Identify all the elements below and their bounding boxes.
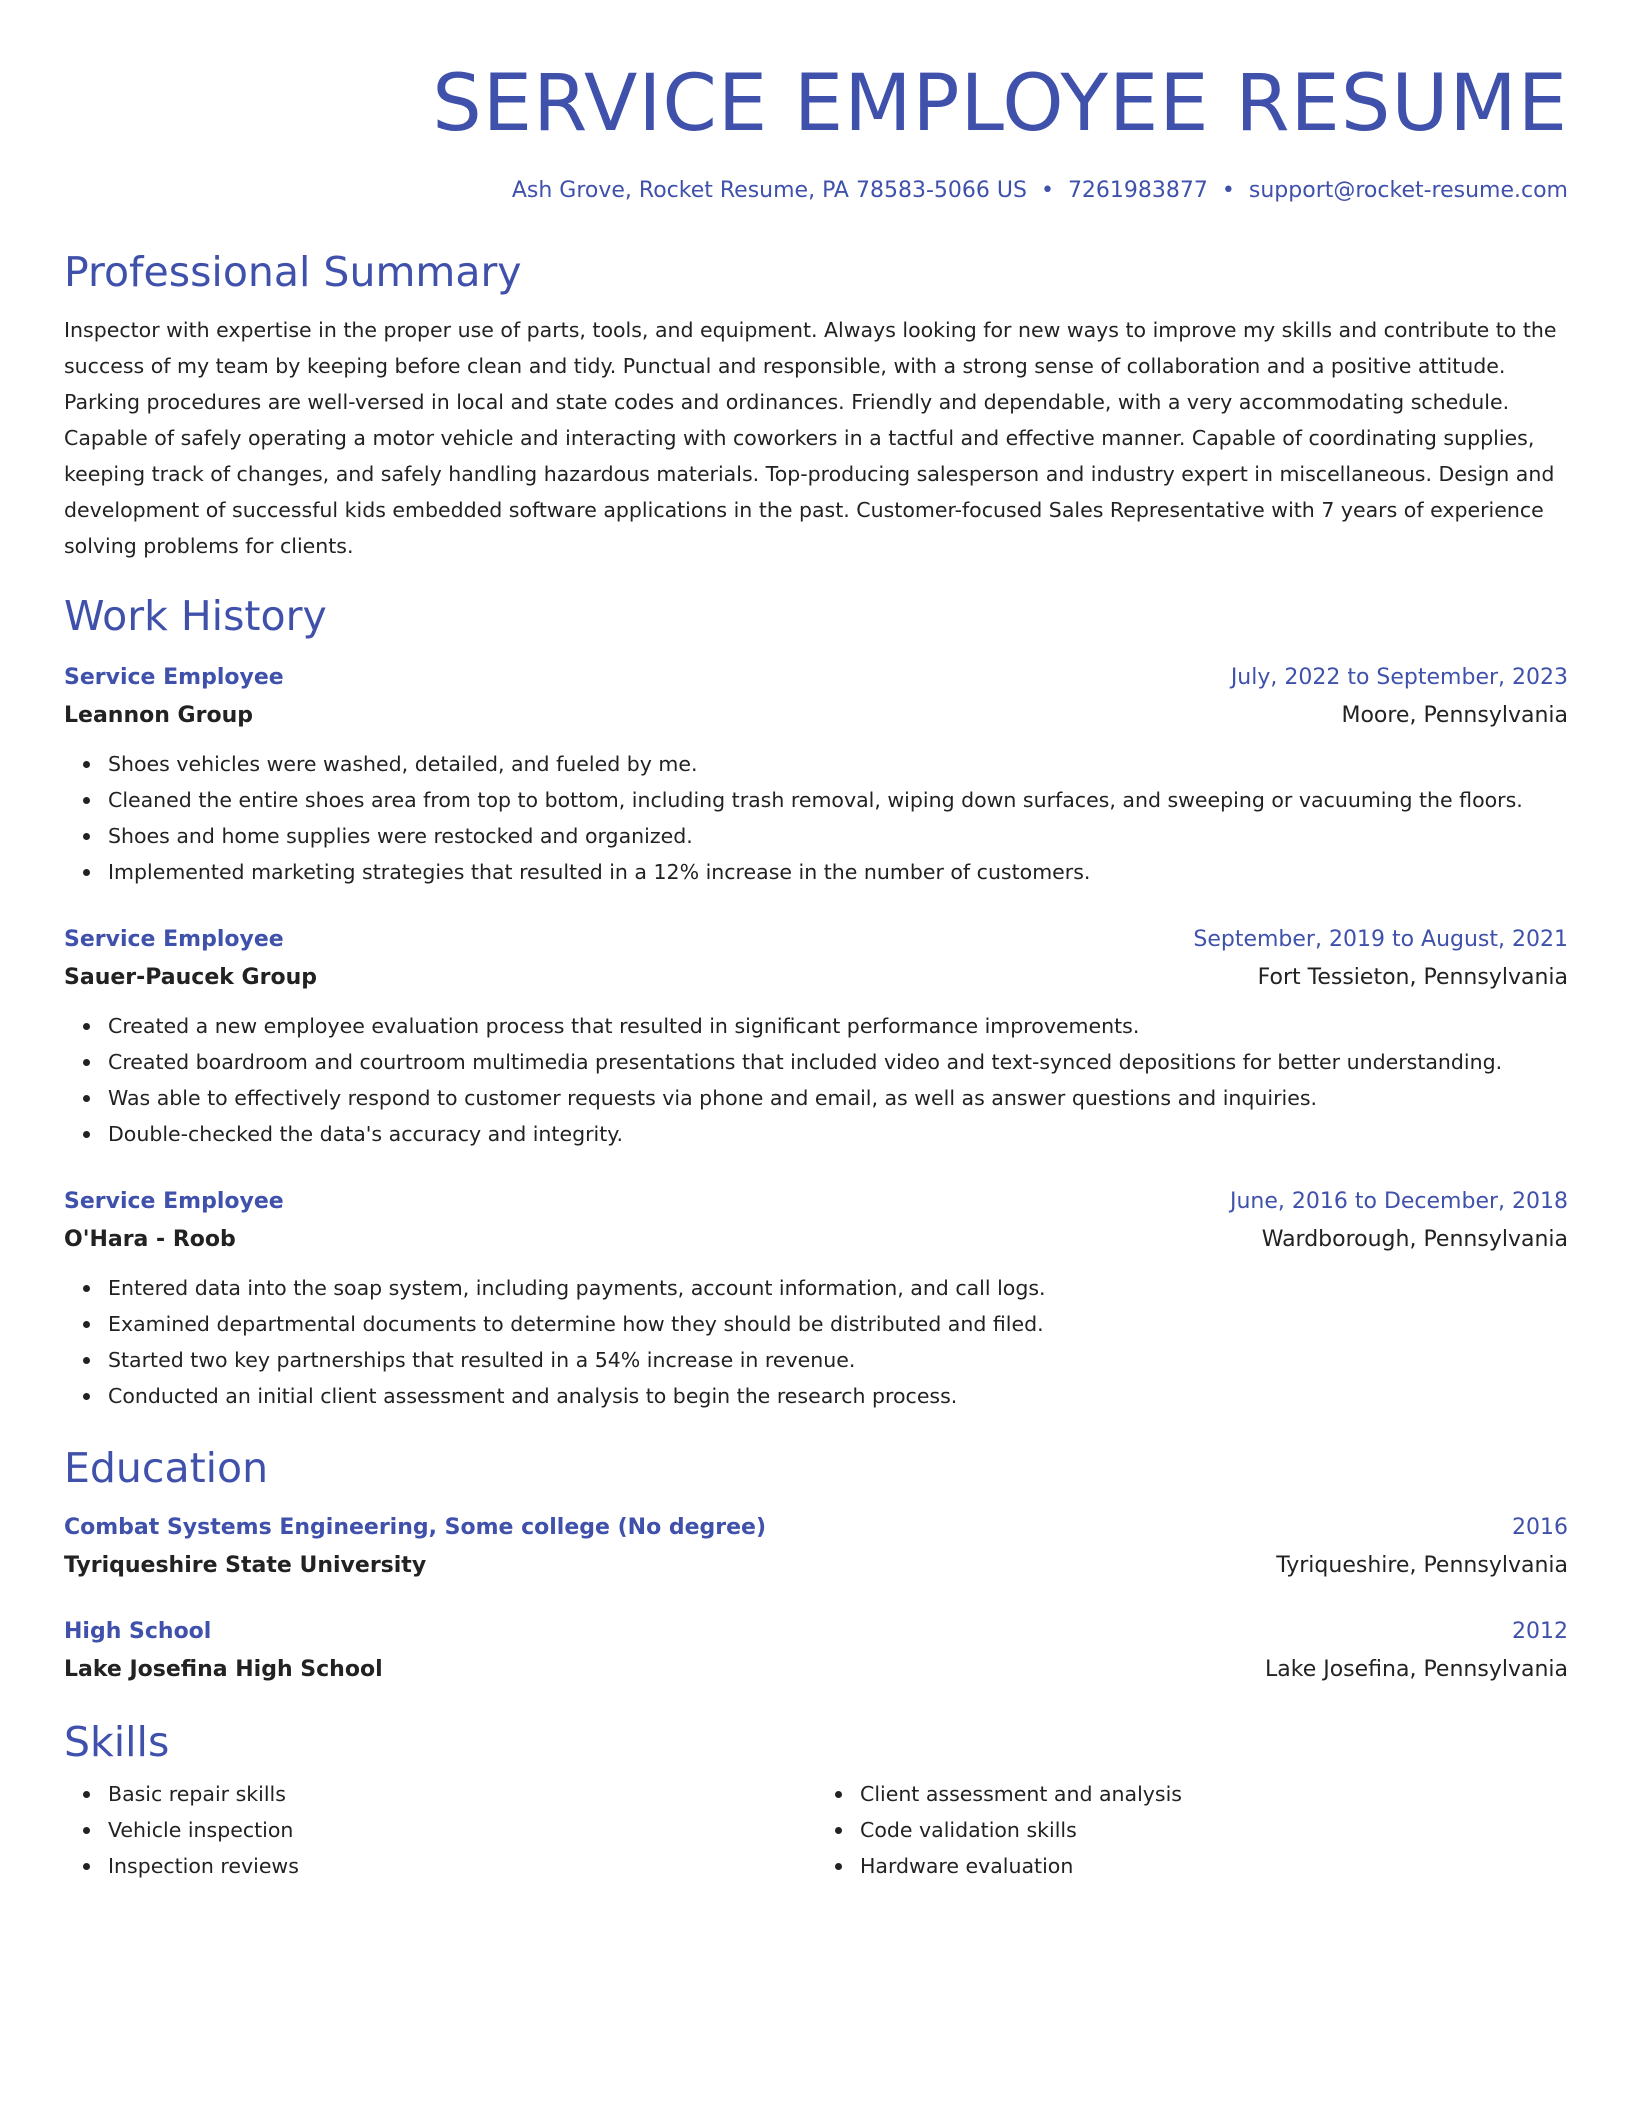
contact-address: Ash Grove, Rocket Resume, PA 78583-5066 US — [511, 178, 1027, 203]
job-dates: September, 2019 to August, 2021 — [1193, 927, 1568, 952]
work-history-heading: Work History — [64, 592, 327, 640]
job-bullets — [64, 1270, 1568, 1414]
list-item: Entered data into the soap system, including payments, account information, and call logs. — [108, 1270, 1568, 1306]
education-location: Tyriqueshire, Pennsylvania — [1276, 1553, 1568, 1578]
list-item: Conducted an initial client assessment and analysis to begin the research process. — [108, 1378, 1568, 1414]
education-degree: High School — [64, 1619, 212, 1644]
contact-separator: • — [1040, 178, 1054, 203]
list-item: Created boardroom and courtroom multimedia presentations that included video and text-synced depositions for better understanding. — [108, 1044, 1568, 1080]
contact-line — [64, 176, 1568, 206]
job-entry — [64, 1184, 1568, 1414]
resume-title: SERVICE EMPLOYEE RESUME — [432, 59, 1568, 149]
job-company: O'Hara - Roob — [64, 1227, 236, 1252]
education-entry — [64, 1614, 1568, 1690]
job-role: Service Employee — [64, 1189, 284, 1214]
education-year: 2016 — [1512, 1515, 1568, 1540]
education-school: Lake Josefina High School — [64, 1657, 383, 1682]
job-bullets — [64, 746, 1568, 890]
education-heading: Education — [64, 1444, 269, 1492]
summary-heading: Professional Summary — [64, 248, 522, 296]
list-item: Shoes vehicles were washed, detailed, and fueled by me. — [108, 746, 1568, 782]
list-item: Implemented marketing strategies that resulted in a 12% increase in the number of customers. — [108, 854, 1568, 890]
skills-list-left — [64, 1776, 816, 1884]
skill-item: Basic repair skills — [108, 1776, 816, 1812]
job-bullets — [64, 1008, 1568, 1152]
job-role: Service Employee — [64, 665, 284, 690]
list-item: Cleaned the entire shoes area from top to bottom, including trash removal, wiping down surfaces, and sweeping or vacuuming the floors. — [108, 782, 1568, 818]
job-entry — [64, 922, 1568, 1152]
job-location: Wardborough, Pennsylvania — [1261, 1227, 1568, 1252]
list-item: Started two key partnerships that resulted in a 54% increase in revenue. — [108, 1342, 1568, 1378]
summary-text: Inspector with expertise in the proper use of parts, tools, and equipment. Always looking for new ways to improve my skills and contribute to the success of my team by keeping before clean and tidy. Punctual and responsible, with a strong sense of collaboration and a positive attitude. Parking procedures are well-versed in local and state codes and ordinances. Friendly and dependable, with a very accommodating schedule. Capable of safely operating a motor vehicle and interacting with coworkers in a tactful and effective manner. Capable of coordinating supplies, keeping track of changes, and safely handling hazardous materials. Top-producing salesperson and industry expert in miscellaneous. Design and development of successful kids embedded software applications in the past. Customer-focused Sales Representative with 7 years of experience solving problems for clients. — [64, 318, 1557, 558]
skills-columns — [64, 1776, 1568, 1884]
skills-heading: Skills — [64, 1718, 170, 1766]
list-item: Shoes and home supplies were restocked and organized. — [108, 818, 1568, 854]
skill-item: Code validation skills — [860, 1812, 1568, 1848]
education-school: Tyriqueshire State University — [64, 1553, 427, 1578]
list-item: Was able to effectively respond to customer requests via phone and email, as well as answer questions and inquiries. — [108, 1080, 1568, 1116]
list-item: Examined departmental documents to determine how they should be distributed and filed. — [108, 1306, 1568, 1342]
skills-list-right — [816, 1776, 1568, 1884]
skill-item: Hardware evaluation — [860, 1848, 1568, 1884]
list-item: Created a new employee evaluation process that resulted in significant performance improvements. — [108, 1008, 1568, 1044]
skill-item: Client assessment and analysis — [860, 1776, 1568, 1812]
job-location: Fort Tessieton, Pennsylvania — [1257, 965, 1568, 990]
contact-phone: 7261983877 — [1067, 178, 1208, 203]
job-role: Service Employee — [64, 927, 284, 952]
job-dates: June, 2016 to December, 2018 — [1229, 1189, 1568, 1214]
education-degree: Combat Systems Engineering, Some college (No degree) — [64, 1515, 767, 1540]
contact-email: support@rocket-resume.com — [1248, 178, 1568, 203]
job-location: Moore, Pennsylvania — [1341, 703, 1568, 728]
job-dates: July, 2022 to September, 2023 — [1230, 665, 1568, 690]
education-location: Lake Josefina, Pennsylvania — [1265, 1657, 1568, 1682]
education-year: 2012 — [1512, 1619, 1568, 1644]
contact-separator: • — [1221, 178, 1235, 203]
job-company: Sauer-Paucek Group — [64, 965, 317, 990]
skill-item: Vehicle inspection — [108, 1812, 816, 1848]
education-entry — [64, 1510, 1568, 1586]
job-company: Leannon Group — [64, 703, 253, 728]
list-item: Double-checked the data's accuracy and integrity. — [108, 1116, 1568, 1152]
job-entry — [64, 660, 1568, 890]
skill-item: Inspection reviews — [108, 1848, 816, 1884]
